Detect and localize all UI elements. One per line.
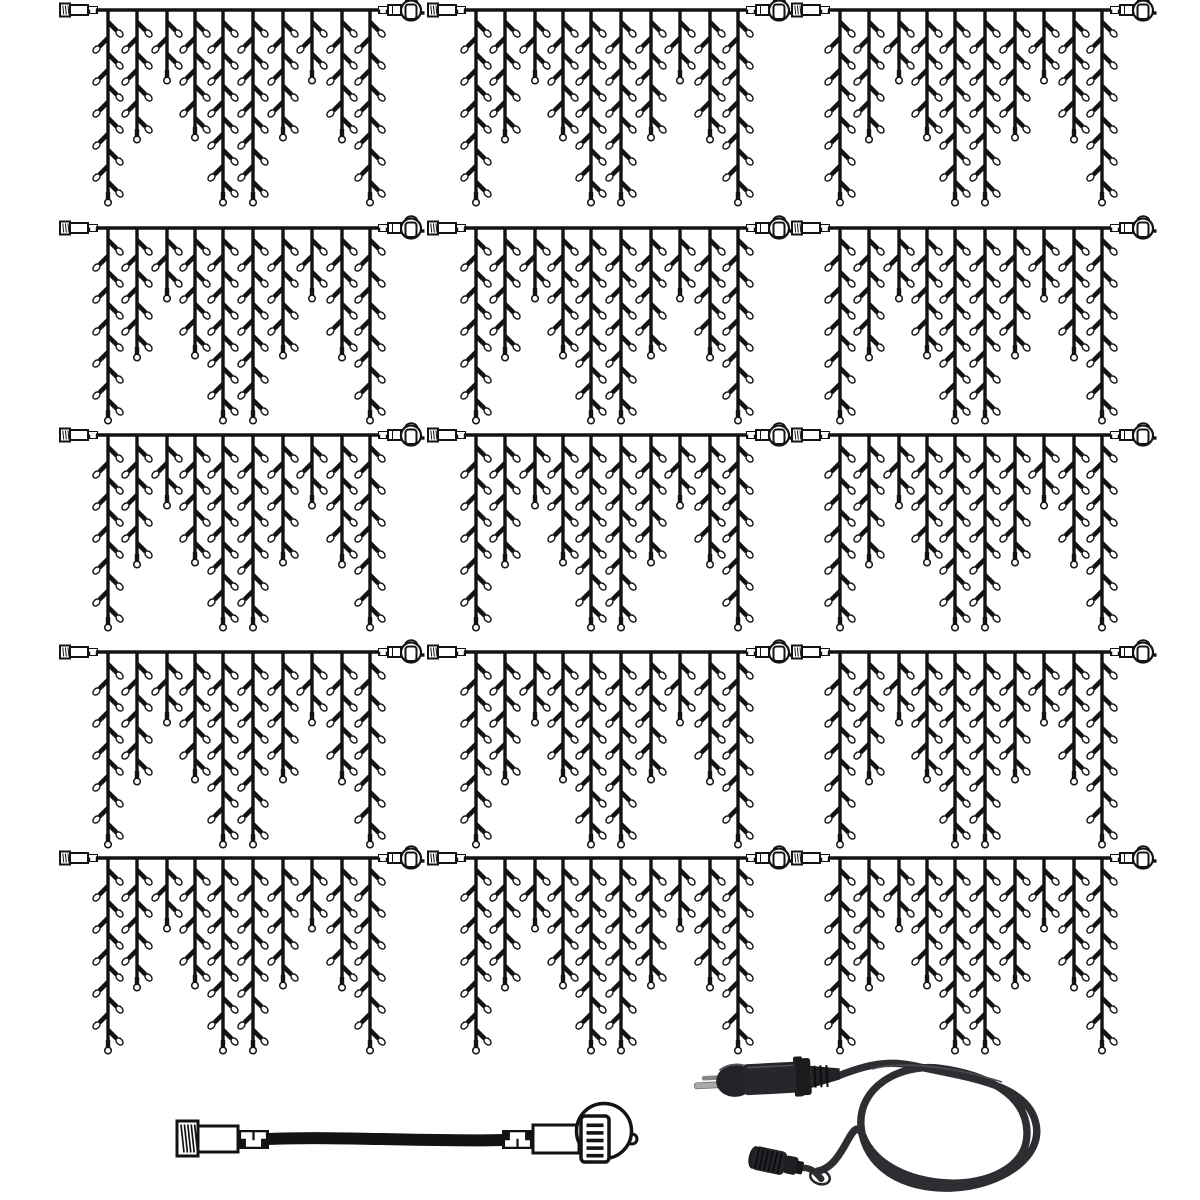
icicle-drop (722, 651, 755, 848)
icicle-drop (939, 9, 972, 206)
icicle-drop (575, 651, 608, 848)
icicle-drop (722, 857, 755, 1054)
icicle-drop (92, 857, 125, 1054)
icicle-drop (121, 9, 154, 143)
icicle-drop (547, 857, 580, 989)
icicle-drop (1058, 9, 1091, 143)
icicle-drop (722, 9, 755, 206)
icicle-drop (92, 434, 125, 631)
icicle-drop (547, 434, 580, 566)
icicle-drop (547, 651, 580, 783)
icicle-drop (853, 651, 886, 785)
start-connector (428, 852, 466, 865)
icicle-drop (151, 434, 184, 509)
icicle-drop (92, 651, 125, 848)
icicle-drop (207, 651, 240, 848)
icicle-drop (547, 9, 580, 141)
icicle-drop (883, 651, 916, 726)
icicle-drop (939, 227, 972, 424)
icicle-drop (179, 434, 212, 566)
icicle-drop (489, 434, 522, 568)
extension-cable (177, 1104, 637, 1163)
end-plug (746, 0, 793, 21)
icicle-drop (939, 651, 972, 848)
power-cord (693, 1054, 1037, 1188)
icicle-drop (575, 9, 608, 206)
icicle-drop (664, 434, 697, 509)
icicle-drop (635, 227, 668, 359)
icicle-drop (460, 857, 493, 1054)
icicle-drop (911, 9, 944, 141)
icicle-drop (999, 857, 1032, 989)
icicle-drop (999, 9, 1032, 141)
icicle-drop (664, 651, 697, 726)
start-connector (428, 429, 466, 442)
light-strand-r4c2 (428, 640, 793, 848)
icicle-drop (911, 227, 944, 359)
icicle-drop (575, 434, 608, 631)
icicle-drop (664, 9, 697, 84)
icicle-drop (605, 227, 638, 424)
icicle-drop (460, 9, 493, 206)
icicle-drop (296, 857, 329, 932)
icicle-drop (207, 9, 240, 206)
icicle-drop (489, 9, 522, 143)
end-plug (1110, 846, 1157, 868)
icicle-drop (326, 651, 359, 785)
icicle-drop (179, 857, 212, 989)
light-strand-r2c3 (792, 216, 1157, 424)
icicle-drop (969, 9, 1002, 206)
icicle-drop (296, 651, 329, 726)
icicle-drop (354, 9, 387, 206)
icicle-drop (237, 434, 270, 631)
end-plug (1110, 640, 1157, 662)
end-plug (746, 423, 793, 445)
icicle-drop (519, 227, 552, 302)
light-strand-r2c2 (428, 216, 793, 424)
icicle-drop (883, 227, 916, 302)
icicle-drop (853, 434, 886, 568)
icicle-drop (969, 434, 1002, 631)
end-plug (1110, 216, 1157, 238)
icicle-drop (635, 857, 668, 989)
icicle-drop (519, 434, 552, 509)
icicle-drop (824, 857, 857, 1054)
icicle-drop (911, 651, 944, 783)
end-plug (378, 0, 425, 21)
icicle-drop (1058, 434, 1091, 568)
icicle-drop (267, 857, 300, 989)
icicle-drop (1086, 227, 1119, 424)
icicle-drop (460, 227, 493, 424)
end-plug (378, 640, 425, 662)
start-connector (428, 4, 466, 17)
icicle-drop (853, 857, 886, 991)
icicle-drop (1028, 857, 1061, 932)
icicle-drop (547, 227, 580, 359)
icicle-drop (354, 434, 387, 631)
icicle-drop (664, 227, 697, 302)
icicle-drop (519, 857, 552, 932)
icicle-drop (605, 857, 638, 1054)
icicle-drop (179, 227, 212, 359)
light-strand-r5c1 (60, 846, 425, 1054)
icicle-drop (489, 227, 522, 361)
start-connector (792, 852, 830, 865)
light-strand-r3c1 (60, 423, 425, 631)
icicle-drop (1086, 434, 1119, 631)
start-connector (428, 222, 466, 235)
icicle-drop (237, 9, 270, 206)
icicle-drop (326, 227, 359, 361)
icicle-drop (911, 434, 944, 566)
icicle-drop (824, 227, 857, 424)
icicle-drop (1086, 651, 1119, 848)
icicle-drop (911, 857, 944, 989)
start-connector (60, 646, 98, 659)
icicle-drop (1058, 227, 1091, 361)
icicle-drop (460, 651, 493, 848)
end-plug (1110, 0, 1157, 21)
icicle-drop (939, 434, 972, 631)
end-plug (746, 640, 793, 662)
icicle-drop (722, 227, 755, 424)
icicle-drop (883, 857, 916, 932)
icicle-drop (824, 434, 857, 631)
icicle-drop (326, 434, 359, 568)
icicle-drop (664, 857, 697, 932)
icicle-drop (635, 434, 668, 566)
icicle-drop (326, 857, 359, 991)
light-strand-r5c3 (792, 846, 1157, 1054)
icicle-drop (1028, 651, 1061, 726)
icicle-drop (326, 9, 359, 143)
icicle-drop (824, 9, 857, 206)
icicle-drop (939, 857, 972, 1054)
eu-plug (693, 1054, 841, 1102)
icicle-drop (267, 9, 300, 141)
icicle-drop (489, 651, 522, 785)
icicle-drop (694, 434, 727, 568)
icicle-drop (296, 227, 329, 302)
end-plug (1110, 423, 1157, 445)
icicle-drop (999, 227, 1032, 359)
icicle-drop (354, 227, 387, 424)
start-connector (792, 4, 830, 17)
icicle-drop (121, 857, 154, 991)
icicle-drop (151, 9, 184, 84)
icicle-drop (605, 651, 638, 848)
icicle-drop (575, 857, 608, 1054)
icicle-drop (121, 651, 154, 785)
light-strand-r1c1 (60, 0, 425, 206)
icicle-drop (267, 227, 300, 359)
icicle-drop (1058, 651, 1091, 785)
icicle-drop (1058, 857, 1091, 991)
icicle-drop (853, 227, 886, 361)
icicle-drop (121, 227, 154, 361)
icicle-drop (605, 434, 638, 631)
icicle-drop (151, 651, 184, 726)
icicle-drop (519, 9, 552, 84)
icicle-drop (207, 227, 240, 424)
icicle-drop (121, 434, 154, 568)
icicle-drop (969, 857, 1002, 1054)
cable-coil (818, 1063, 1037, 1188)
end-plug (746, 216, 793, 238)
start-connector (792, 429, 830, 442)
icicle-drop (694, 227, 727, 361)
icicle-drop (1028, 434, 1061, 509)
icicle-drop (354, 857, 387, 1054)
icicle-drop (267, 651, 300, 783)
light-strand-r4c1 (60, 640, 425, 848)
icicle-drop (694, 9, 727, 143)
icicle-drop (296, 434, 329, 509)
light-strand-r5c2 (428, 846, 793, 1054)
light-strand-r3c2 (428, 423, 793, 631)
icicle-drop (694, 857, 727, 991)
start-connector (60, 852, 98, 865)
icicle-drop (179, 9, 212, 141)
light-strand-r2c1 (60, 216, 425, 424)
icicle-drop (519, 651, 552, 726)
end-plug (378, 423, 425, 445)
icicle-drop (151, 227, 184, 302)
icicle-drop (883, 434, 916, 509)
icicle-drop (92, 9, 125, 206)
connector-socket (746, 1145, 825, 1184)
start-connector (792, 222, 830, 235)
icicle-drop (1086, 857, 1119, 1054)
icicle-drop (824, 651, 857, 848)
start-connector (60, 222, 98, 235)
start-connector (428, 646, 466, 659)
light-strand-r1c3 (792, 0, 1157, 206)
icicle-drop (722, 434, 755, 631)
icicle-drop (575, 227, 608, 424)
icicle-drop (853, 9, 886, 143)
icicle-drop (267, 434, 300, 566)
icicle-drop (635, 9, 668, 141)
icicle-drop (296, 9, 329, 84)
light-strand-r3c3 (792, 423, 1157, 631)
icicle-drop (999, 651, 1032, 783)
icicle-drop (635, 651, 668, 783)
icicle-drop (207, 857, 240, 1054)
icicle-drop (999, 434, 1032, 566)
icicle-drop (237, 227, 270, 424)
icicle-drop (883, 9, 916, 84)
start-connector (60, 4, 98, 17)
start-connector (792, 646, 830, 659)
icicle-drop (207, 434, 240, 631)
end-plug (378, 216, 425, 238)
start-connector (60, 429, 98, 442)
light-strand-r1c2 (428, 0, 793, 206)
icicle-drop (237, 651, 270, 848)
icicle-drop (969, 227, 1002, 424)
icicle-drop (92, 227, 125, 424)
light-strand-r4c3 (792, 640, 1157, 848)
icicle-drop (489, 857, 522, 991)
icicle-drop (179, 651, 212, 783)
icicle-drop (354, 651, 387, 848)
icicle-drop (1028, 227, 1061, 302)
icicle-drop (460, 434, 493, 631)
end-plug (378, 846, 425, 868)
icicle-drop (1028, 9, 1061, 84)
icicle-drop (1086, 9, 1119, 206)
icicle-drop (151, 857, 184, 932)
icicle-drop (605, 9, 638, 206)
end-plug (746, 846, 793, 868)
icicle-drop (237, 857, 270, 1054)
icicle-drop (694, 651, 727, 785)
icicle-drop (969, 651, 1002, 848)
